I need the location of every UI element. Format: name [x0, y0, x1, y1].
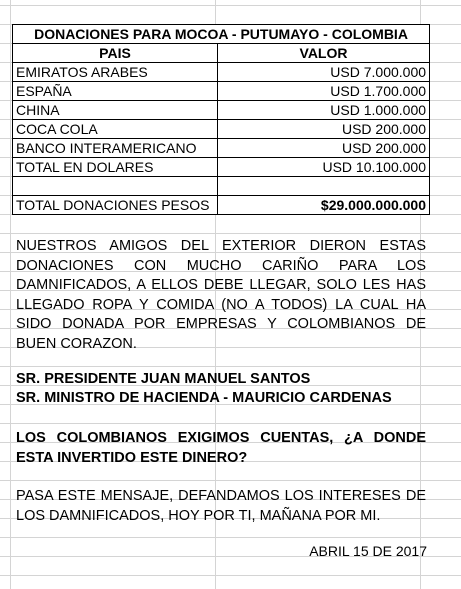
- addressee-president: SR. PRESIDENTE JUAN MANUEL SANTOS: [16, 371, 311, 387]
- table-row: [13, 63, 430, 82]
- addressee-minister: SR. MINISTRO DE HACIENDA - MAURICIO CARDENAS: [16, 390, 392, 406]
- demand-text: LOS COLOMBIANOS EXIGIMOS CUENTAS, ¿A DONDE ESTA INVERTIDO ESTE DINERO?: [16, 430, 426, 466]
- table-row: [13, 120, 430, 139]
- cell-valor: USD 200.000: [218, 139, 430, 158]
- cell-valor: USD 7.000.000: [218, 63, 430, 82]
- cell-empty: [218, 177, 430, 196]
- cell-valor: USD 1.700.000: [218, 82, 430, 101]
- donations-table: [12, 24, 430, 215]
- cell-pais: ESPAÑA: [13, 82, 218, 101]
- table-header-row: [13, 44, 430, 63]
- date-text: ABRIL 15 DE 2017: [309, 543, 427, 559]
- table-title-row: [13, 25, 430, 44]
- cell-valor: USD 1.000.000: [218, 101, 430, 120]
- share-message: PASA ESTE MENSAJE, DEFANDAMOS LOS INTERESES DE LOS DAMNIFICADOS, HOY POR TI, MAÑANA POR MI.: [16, 488, 426, 524]
- donations-sheet: [12, 24, 429, 215]
- header-pais: PAIS: [13, 44, 218, 63]
- header-valor: VALOR: [218, 44, 430, 63]
- table-row-empty: [13, 177, 430, 196]
- cell-valor: USD 10.100.000: [218, 158, 430, 177]
- cell-pais: COCA COLA: [13, 120, 218, 139]
- table-row-total-pesos: [13, 196, 430, 215]
- table-title: DONACIONES PARA MOCOA - PUTUMAYO - COLOMBIA: [13, 25, 430, 44]
- table-row: [13, 139, 430, 158]
- cell-pais: CHINA: [13, 101, 218, 120]
- total-pesos-label: TOTAL DONACIONES PESOS: [13, 196, 218, 215]
- table-row: [13, 82, 430, 101]
- cell-valor: USD 200.000: [218, 120, 430, 139]
- table-row: [13, 101, 430, 120]
- cell-pais: EMIRATOS ARABES: [13, 63, 218, 82]
- intro-paragraph: NUESTROS AMIGOS DEL EXTERIOR DIERON ESTAS DONACIONES CON MUCHO CARIÑO PARA LOS DAMNIFICADOS, A ELLOS DEBE LLEGAR, SOLO LES HAS LLEGADO ROPA Y COMIDA (NO A TODOS) LA CUAL HA SIDO DONADA POR EMPRESAS Y COLOMBIANOS DE BUEN CORAZON.: [16, 238, 426, 352]
- cell-pais: TOTAL EN DOLARES: [13, 158, 218, 177]
- cell-empty: [13, 177, 218, 196]
- cell-pais: BANCO INTERAMERICANO: [13, 139, 218, 158]
- table-row-total: [13, 158, 430, 177]
- total-pesos-value: $29.000.000.000: [218, 196, 430, 215]
